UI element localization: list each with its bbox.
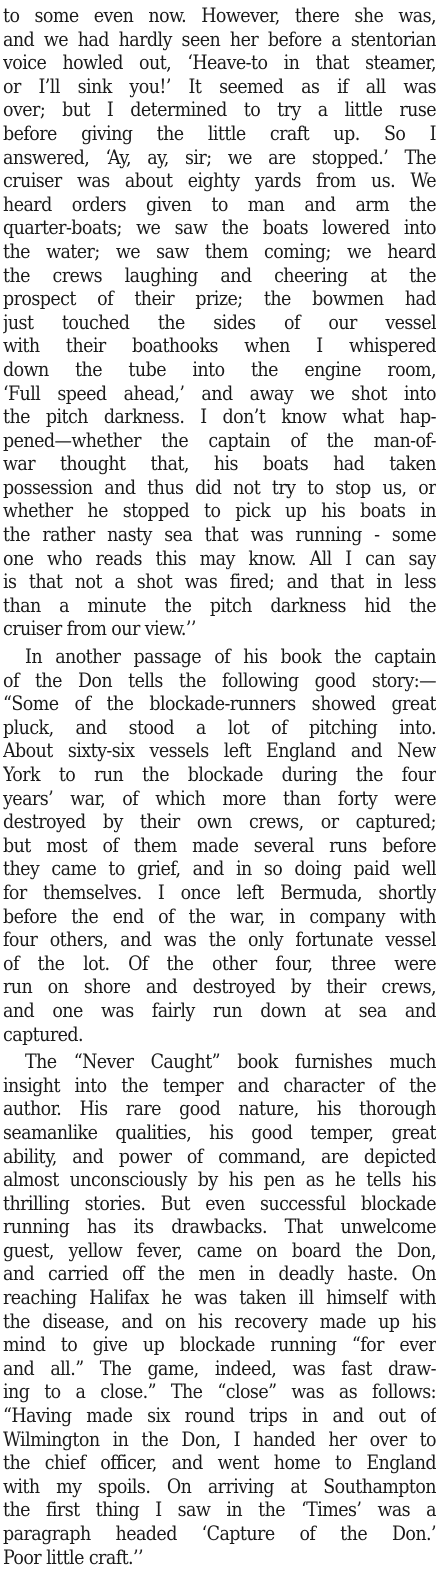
text-line: reaching Halifax he was taken ill himself with: [3, 1286, 436, 1310]
text-line: seamanlike qualities, his good temper, great: [3, 1120, 436, 1144]
paragraph-2: [3, 645, 436, 1046]
text-line: Poor little craft.’’: [3, 1545, 144, 1569]
text-line: pluck, and stood a lot of pitching into.: [3, 715, 436, 739]
text-line: and carried off the men in deadly haste. On: [3, 1262, 436, 1286]
text-line: run on shore and destroyed by their crews,: [3, 975, 436, 999]
text-line: ‘Full speed ahead,’ and away we shot into: [3, 381, 436, 405]
text-line: and we had hardly seen her before a stentorian: [3, 27, 436, 51]
text-line: they came to grief, and in so doing paid well: [3, 857, 436, 881]
text-line: ability, and power of command, are depicted: [3, 1144, 436, 1168]
text-line: the chief officer, and went home to England: [3, 1451, 436, 1475]
text-line: About sixty-six vessels left England and New: [3, 739, 436, 763]
text-line: before giving the little craft up. So I: [3, 121, 436, 145]
text-line: paragraph headed ‘Capture of the Don.’: [3, 1522, 436, 1545]
text-line: guest, yellow fever, came on board the Don,: [3, 1238, 436, 1262]
text-line: ing to a close.” The “close” was as follows:: [3, 1380, 436, 1404]
text-line: cruiser from our view.’’: [3, 617, 196, 641]
text-line: four others, and was the only fortunate vessel: [3, 928, 436, 952]
text-line: “Having made six round trips in and out of: [3, 1404, 436, 1428]
text-line: with my spoils. On arriving at Southampton: [3, 1474, 436, 1498]
text-line: heard orders given to man and arm the: [3, 192, 436, 216]
text-line: author. His rare good nature, his thorough: [3, 1097, 436, 1121]
text-line: than a minute the pitch darkness hid the: [3, 593, 436, 617]
text-line: but most of them made several runs before: [3, 833, 436, 857]
text-line: the crews laughing and cheering at the: [3, 263, 436, 287]
text-line: just touched the sides of our vessel: [3, 310, 436, 334]
text-line: the rather nasty sea that was running - some: [3, 523, 436, 547]
text-line: over; but I determined to try a little ruse: [3, 98, 436, 122]
text-line: mind to give up blockade running “for ever: [3, 1333, 436, 1357]
text-line: York to run the blockade during the four: [3, 763, 436, 786]
text-line: prospect of their prize; the bowmen had: [3, 287, 436, 311]
text-line: running has its drawbacks. That unwelcome: [3, 1215, 436, 1239]
text-line: and one was fairly run down at sea and: [3, 998, 436, 1022]
text-line: one who reads this may know. All I can say: [3, 546, 436, 570]
text-line: voice howled out, ‘Heave-to in that steamer,: [3, 51, 436, 75]
text-line: answered, ‘Ay, ay, sir; we are stopped.’ The: [3, 145, 436, 169]
text-line: quarter-boats; we saw the boats lowered into: [3, 216, 436, 240]
text-line: the pitch darkness. I don’t know what hap-: [3, 405, 436, 429]
text-line: to some even now. However, there she was,: [3, 4, 436, 27]
text-line: “Some of the blockade-runners showed great: [3, 692, 436, 716]
text-line: of the Don tells the following good story:—: [3, 668, 436, 692]
text-line: thrilling stories. But even successful blockade: [3, 1191, 436, 1215]
text-line: the first thing I saw in the ‘Times’ was a: [3, 1498, 436, 1522]
text-line: pened—whether the captain of the man-of-: [3, 428, 436, 452]
text-line: and all.” The game, indeed, was fast draw-: [3, 1356, 436, 1380]
text-line: for themselves. I once left Bermuda, shortly: [3, 880, 436, 904]
text-line: of the lot. Of the other four, three were: [3, 951, 436, 975]
text-line: captured.: [3, 1022, 83, 1046]
text-line: years’ war, of which more than forty were: [3, 786, 436, 810]
paragraph-3: [3, 1050, 436, 1569]
text-line: insight into the temper and character of the: [3, 1073, 436, 1097]
text-line: whether he stopped to pick up his boats in: [3, 499, 436, 523]
text-line: the disease, and on his recovery made up his: [3, 1309, 436, 1333]
text-line: Wilmington in the Don, I handed her over to: [3, 1427, 436, 1451]
text-line: In another passage of his book the captain: [25, 645, 436, 669]
paragraph-1: [3, 4, 436, 641]
text-line: with their boathooks when I whispered: [3, 334, 436, 358]
text-line: or I’ll sink you!’ It seemed as if all was: [3, 74, 436, 98]
text-line: cruiser was about eighty yards from us. We: [3, 169, 436, 193]
text-line: almost unconsciously by his pen as he tells his: [3, 1168, 436, 1192]
text-line: The “Never Caught” book furnishes much: [25, 1050, 436, 1074]
text-line: possession and thus did not try to stop us, or: [3, 475, 436, 499]
text-line: is that not a shot was fired; and that in less: [3, 570, 436, 594]
text-line: before the end of the war, in company with: [3, 904, 436, 928]
text-line: the water; we saw them coming; we heard: [3, 239, 436, 263]
text-line: war thought that, his boats had taken: [3, 452, 436, 476]
text-line: down the tube into the engine room,: [3, 357, 436, 381]
text-line: destroyed by their own crews, or captured;: [3, 810, 436, 834]
